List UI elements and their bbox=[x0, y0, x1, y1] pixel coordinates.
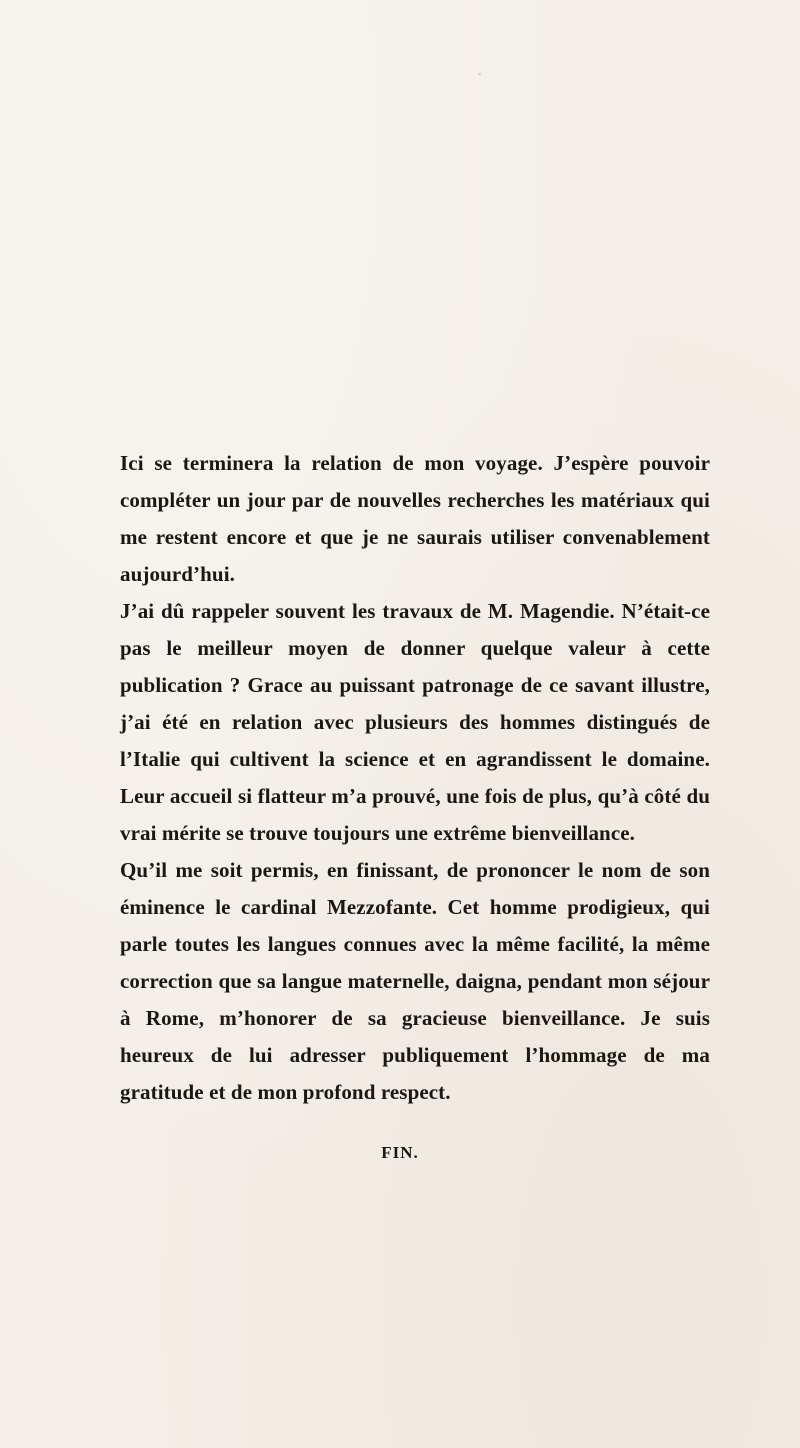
paragraph-1: Ici se terminera la relation de mon voyage. J’espère pouvoir compléter un jour par de nouvelles recherches les matériaux qui me restent encore et que je ne saurais utiliser convenablement aujourd’hui. bbox=[120, 451, 710, 586]
paper-speck bbox=[478, 73, 481, 75]
text-body bbox=[120, 445, 710, 1111]
paragraph-2: J’ai dû rappeler souvent les travaux de M. Magendie. N’était-ce pas le meilleur moyen de donner quelque valeur à cette publication ? Grace au puissant patronage de ce savant illustre, j’ai été en relation avec plusieurs des hommes distingués de l’Italie qui cultivent la science et en agrandissent le domaine. Leur accueil si flatteur m’a prouvé, une fois de plus, qu’à côté du vrai mérite se trouve toujours une extrême bienveillance. bbox=[120, 599, 710, 845]
paragraph-3: Qu’il me soit permis, en finissant, de prononcer le nom de son éminence le cardinal Mezzofante. Cet homme prodigieux, qui parle toutes les langues connues avec la même facilité, la même correction que sa langue maternelle, daigna, pendant mon séjour à Rome, m’honorer de sa gracieuse bienveillance. Je suis heureux de lui adresser publiquement l’hommage de ma gratitude et de mon profond respect. bbox=[120, 858, 710, 1104]
closing-word: FIN. bbox=[381, 1143, 419, 1162]
